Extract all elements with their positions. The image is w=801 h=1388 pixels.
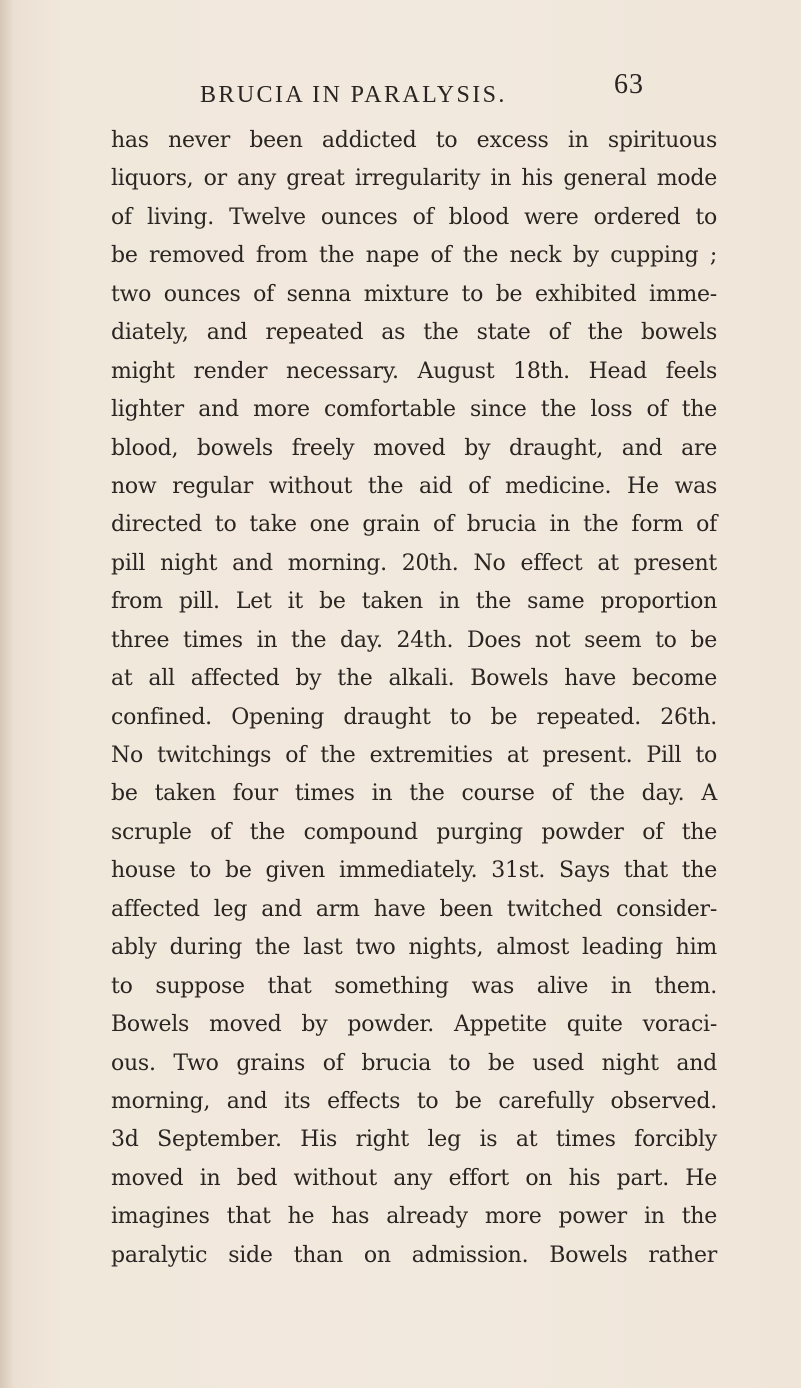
text-line: pill night and morning. 20th. No effect at present: [111, 550, 717, 576]
text-line: house to be given immediately. 31st. Says that the: [111, 858, 717, 884]
body-text: [111, 122, 717, 1275]
text-line: directed to take one grain of brucia in the form of: [111, 512, 717, 538]
text-line: three times in the day. 24th. Does not seem to be: [111, 627, 717, 653]
text-line: be taken four times in the course of the day. A: [111, 781, 717, 807]
text-line: liquors, or any great irregularity in his general mode: [111, 166, 717, 192]
text-line: scruple of the compound purging powder of the: [111, 819, 717, 845]
text-line: from pill. Let it be taken in the same proportion: [111, 589, 717, 615]
text-line: of living. Twelve ounces of blood were ordered to: [111, 204, 717, 230]
text-line: lighter and more comfortable since the loss of the: [111, 397, 717, 423]
text-line: two ounces of senna mixture to be exhibited imme-: [111, 281, 717, 307]
text-line: No twitchings of the extremities at present. Pill to: [111, 743, 717, 768]
text-line: blood, bowels freely moved by draught, and are: [111, 435, 717, 461]
text-line: 3d September. His right leg is at times forcibly: [111, 1127, 717, 1153]
text-line: confined. Opening draught to be repeated. 26th.: [111, 704, 717, 730]
text-line: affected leg and arm have been twitched consider-: [111, 896, 717, 922]
text-line: imagines that he has already more power in the: [111, 1204, 717, 1230]
text-line: now regular without the aid of medicine. He was: [111, 473, 717, 499]
text-line: has never been addicted to excess in spirituous: [111, 128, 717, 153]
binding-shadow: [0, 0, 14, 1388]
text-line: ous. Two grains of brucia to be used night and: [111, 1050, 717, 1076]
text-line: diately, and repeated as the state of the bowels: [111, 320, 717, 346]
page-header: [0, 69, 801, 112]
page-number: 63: [614, 69, 644, 100]
text-line: might render necessary. August 18th. Head feels: [111, 358, 717, 384]
running-title: BRUCIA IN PARALYSIS.: [200, 82, 507, 108]
text-line: moved in bed without any effort on his part. He: [111, 1165, 717, 1191]
text-line: to suppose that something was alive in them.: [111, 973, 717, 999]
text-line: be removed from the nape of the neck by cupping ;: [111, 243, 717, 269]
text-line: Bowels moved by powder. Appetite quite voraci-: [111, 1012, 717, 1038]
text-line: morning, and its effects to be carefully observed.: [111, 1088, 717, 1114]
text-line: ably during the last two nights, almost leading him: [111, 935, 717, 961]
text-line: at all affected by the alkali. Bowels have become: [111, 666, 717, 692]
text-line: paralytic side than on admission. Bowels rather: [111, 1242, 717, 1268]
